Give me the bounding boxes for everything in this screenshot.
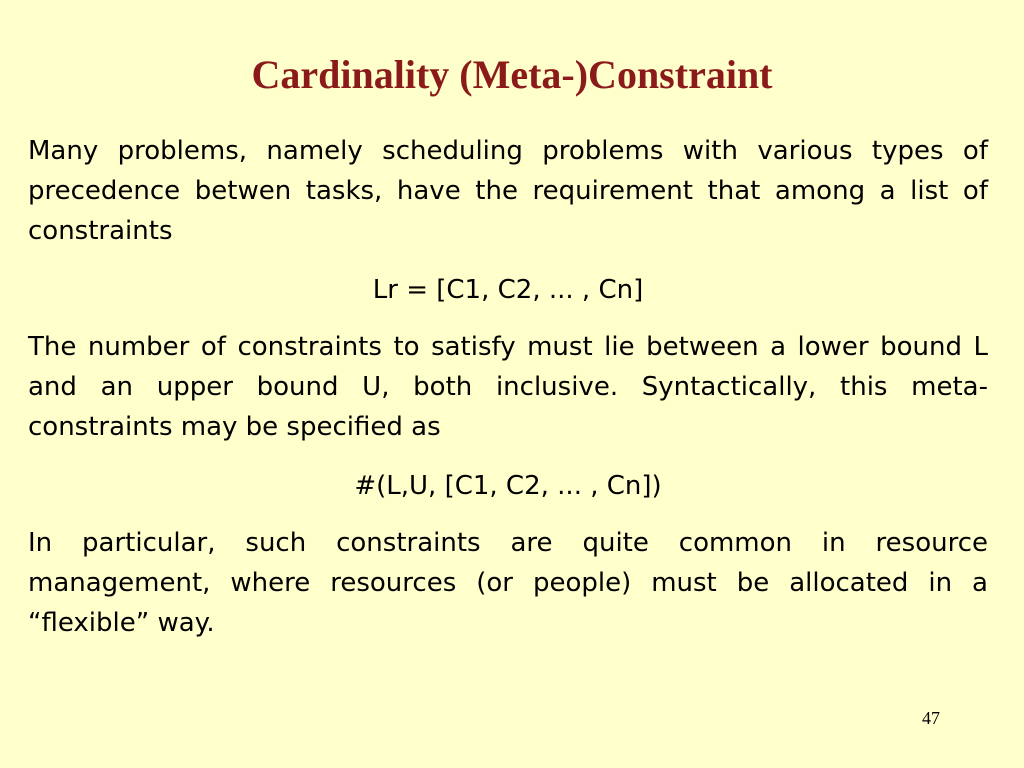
formula-constraint-list	[28, 270, 988, 310]
page-number: 47	[922, 708, 940, 728]
formula-cardinality-text: #(L,U, [C1, C2, ... , Cn])	[354, 471, 662, 501]
paragraph-intro	[28, 131, 988, 251]
slide-title: Cardinality (Meta-)Constraint	[251, 52, 773, 97]
paragraph-bounds	[28, 327, 988, 447]
paragraph-bounds-text: The number of constraints to satisfy must lie between a lower bound L and an upper bound U, both inclusive. Syntactically, this meta-constraints may be specified as	[28, 332, 988, 442]
paragraph-resource-management	[28, 523, 988, 643]
paragraph-intro-text: Many problems, namely scheduling problems with various types of precedence betwen tasks, have the requirement that among a list of constraints	[28, 136, 988, 246]
formula-cardinality	[28, 466, 988, 506]
paragraph-resource-management-text: In particular, such constraints are quite common in resource management, where resources (or people) must be allocated in a “flexible” way.	[28, 528, 988, 638]
formula-constraint-list-text: Lr = [C1, C2, ... , Cn]	[372, 275, 644, 305]
